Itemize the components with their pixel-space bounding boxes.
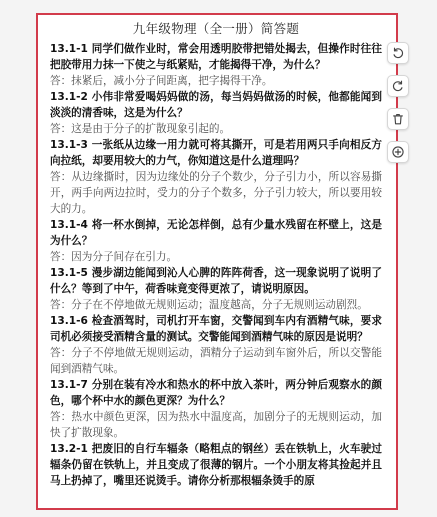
answer-text: 答：抹紧后，减小分子间距离，把字揭得干净。 [50, 75, 273, 87]
rotate-cw-icon [391, 79, 405, 93]
qa-item [50, 89, 382, 137]
question-text: 13.1-6 检查酒驾时，司机打开车窗，交警闻到车内有酒精气味，要求司机必须接受酒精含量的测试。交警能闻到酒精气味的原因是说明？ [50, 315, 382, 343]
answer-text: 答：分子在不停地做无规则运动；温度越高，分子无规则运动剧烈。 [50, 299, 368, 311]
add-button[interactable] [387, 141, 409, 163]
rotate-right-button[interactable] [387, 75, 409, 97]
qa-item [50, 377, 382, 441]
delete-button[interactable] [387, 108, 409, 130]
question-text: 13.1-4 将一杯水倒掉，无论怎样倒，总有少量水残留在杯壁上，这是为什么？ [50, 219, 382, 247]
qa-item [50, 217, 382, 265]
page-frame[interactable] [36, 13, 398, 510]
page-toolbar [387, 42, 411, 174]
qa-item [50, 265, 382, 313]
question-text: 13.1-3 一张纸从边缘一用力就可将其撕开，可是若用两只手向相反方向拉纸，却要用较大的力气，你知道这是什么道理吗？ [50, 139, 382, 167]
answer-text: 答：这是由于分子的扩散现象引起的。 [50, 123, 231, 135]
question-text: 13.2-1 把废旧的自行车辐条（略粗点的钢丝）丢在铁轨上，火车驶过辐条仍留在铁轨上，并且变成了很薄的钢片。一个小朋友将其捡起并且马上扔掉了，嘴里还说烫手。请你分析那根辐条烫手的原 [50, 443, 382, 487]
answer-text: 答：从边缘撕时，因为边缘处的分子个数少，分子引力小，所以容易撕开，两手向两边拉时，受力的分子个数多，分子引力较大，所以要用较大的力。 [50, 171, 382, 215]
qa-item [50, 313, 382, 377]
answer-text: 答：热水中颜色更深，因为热水中温度高，加剧分子的无规则运动，加快了扩散现象。 [50, 411, 382, 439]
question-text: 13.1-7 分别在装有冷水和热水的杯中放入茶叶，两分钟后观察水的颜色，哪个杯中水的颜色更深？为什么？ [50, 379, 382, 407]
qa-item [50, 41, 382, 89]
trash-icon [391, 112, 405, 126]
page-content [50, 17, 382, 508]
question-text: 13.1-1 同学们做作业时，常会用透明胶带把错处揭去，但操作时往往把胶带用力抹一下使之与纸紧贴，才能揭得干净，为什么？ [50, 43, 382, 71]
qa-item [50, 137, 382, 217]
question-text: 13.1-5 漫步湖边能闻到沁人心脾的阵阵荷香，这一现象说明了说明了什么？等到了中午，荷香味竟变得更浓了，请说明原因。 [50, 267, 382, 295]
answer-text: 答：因为分子间存在引力。 [50, 251, 178, 263]
answer-text: 答：分子不停地做无规则运动，酒精分子运动到车窗外后，所以交警能闻到酒精气味。 [50, 347, 382, 375]
question-text: 13.1-2 小伟非常爱喝妈妈做的汤，每当妈妈做汤的时候，他都能闻到淡淡的清香味，这是为什么？ [50, 91, 382, 119]
qa-item [50, 441, 382, 489]
rotate-ccw-icon [391, 46, 405, 60]
rotate-left-button[interactable] [387, 42, 409, 64]
plus-circle-icon [391, 145, 405, 159]
document-title: 九年级物理（全一册）简答题 [132, 21, 300, 36]
